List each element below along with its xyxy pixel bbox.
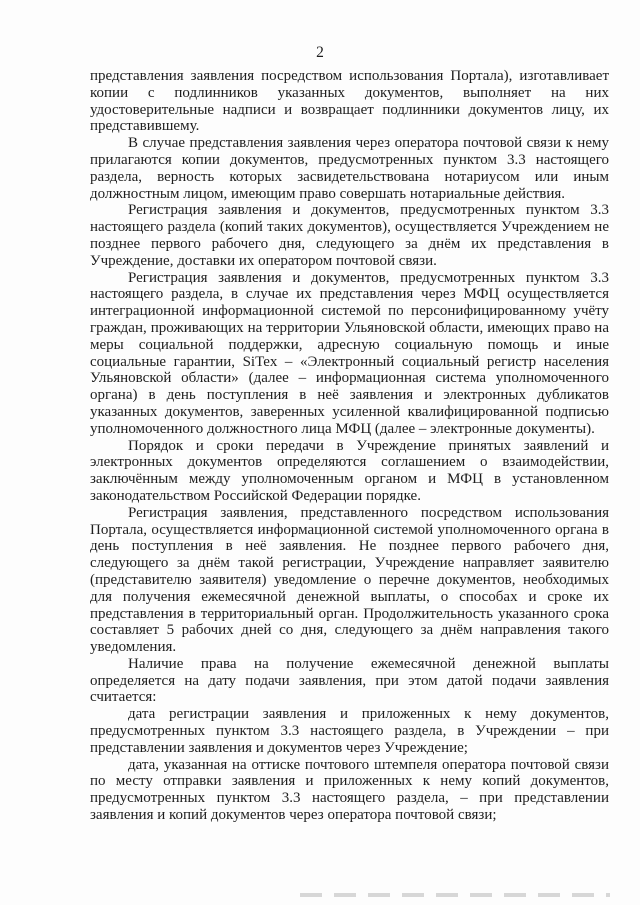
paragraph-continuation: представления заявления посредством использования Портала), изготавливает копии с подлинников указанных документов, выполняет на них удостоверительные надписи и возвращает подлинники документов лицу, их представившему.: [90, 68, 609, 135]
document-body: [90, 68, 609, 824]
paragraph-registration-portal: Регистрация заявления, представленного посредством использования Портала, осуществляется информационной системой уполномоченного органа в день поступления в неё заявления. Не позднее первого рабочего дня, следующего за днём такой регистрации, Учреждение направляет заявителю (представителю заявителя) уведомление о перечне документов, необходимых для получения ежемесячной денежной выплаты, о способах и сроке их представления в территориальный орган. Продолжительность указанного срока составляет 5 рабочих дней со дня, следующего за днём направления такого уведомления.: [90, 504, 609, 656]
page-number: 2: [316, 44, 324, 61]
paragraph-date-institution: дата регистрации заявления и приложенных к нему документов, предусмотренных пунктом 3.3 настоящего раздела, в Учреждении – при представлении заявления и документов через Учреждение;: [90, 706, 609, 756]
paragraph-registration-institution: Регистрация заявления и документов, предусмотренных пунктом 3.3 настоящего раздела (копий таких документов), осуществляется Учреждением не позднее первого рабочего дня, следующего за днём их представления в Учреждение, доставки их оператором почтовой связи.: [90, 202, 609, 269]
scan-edge-artifact: [300, 893, 610, 897]
paragraph-registration-mfc: Регистрация заявления и документов, предусмотренных пунктом 3.3 настоящего раздела, в случае их представления через МФЦ осуществляется интеграционной информационной системой по персонифицированному учёту граждан, проживающих на территории Ульяновской области, имеющих право на меры социальной поддержки, адресную социальную помощь и иные социальные гарантии, SiTex – «Электронный социальный регистр населения Ульяновской области» (далее – информационная система уполномоченного органа) в день поступления в неё заявления и электронных дубликатов указанных документов, заверенных усиленной квалифицированной подписью уполномоченного должностного лица МФЦ (далее – электронные документы).: [90, 269, 609, 437]
paragraph-date-postal: дата, указанная на оттиске почтового штемпеля оператора почтовой связи по месту отправки заявления и приложенных к нему копий документов, предусмотренных пунктом 3.3 настоящего раздела, – при представлении заявления и копий документов через оператора почтовой связи;: [90, 756, 609, 824]
paragraph-transfer-procedure: Порядок и сроки передачи в Учреждение принятых заявлений и электронных документов определяются соглашением о взаимодействии, заключённым между уполномоченным органом и МФЦ в установленном законодательством Российской Федерации порядке.: [90, 437, 609, 504]
paragraph-right-determination: Наличие права на получение ежемесячной денежной выплаты определяется на дату подачи заявления, при этом датой подачи заявления считается:: [90, 655, 609, 706]
paragraph-postal-copies: В случае представления заявления через оператора почтовой связи к нему прилагаются копии документов, предусмотренных пунктом 3.3 настоящего раздела, верность которых засвидетельствована нотариусом или иным должностным лицом, имеющим право совершать нотариальные действия.: [90, 135, 609, 202]
